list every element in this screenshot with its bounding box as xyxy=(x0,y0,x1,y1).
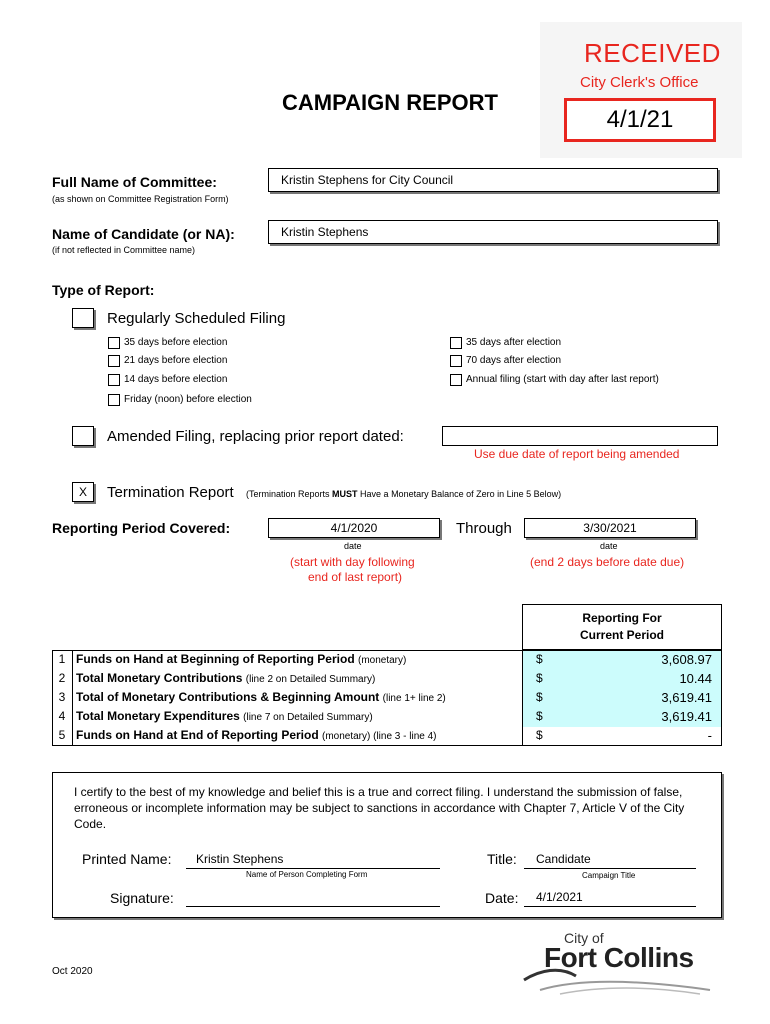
summary-row xyxy=(52,707,722,726)
period-start-hint-1: (start with day following xyxy=(290,555,415,569)
summary-row-value[interactable]: - xyxy=(707,728,712,743)
summary-row-label-wrap xyxy=(76,707,373,727)
summary-row-label-wrap xyxy=(76,669,375,689)
opt-70-after-label: 70 days after election xyxy=(466,355,562,366)
summary-row-currency: $ xyxy=(536,652,543,666)
summary-header-2: Current Period xyxy=(579,628,664,642)
summary-row-label: Funds on Hand at Beginning of Reporting Period xyxy=(76,652,355,666)
summary-row-label: Total Monetary Expenditures xyxy=(76,709,240,723)
opt-35-after-checkbox[interactable] xyxy=(450,337,462,349)
termination-checkbox[interactable]: X xyxy=(72,482,94,502)
opt-annual-checkbox[interactable] xyxy=(450,374,462,386)
title-value: Candidate xyxy=(536,852,591,866)
logo-fort-collins: Fort Collins xyxy=(544,942,694,973)
summary-row-note: (line 7 on Detailed Summary) xyxy=(243,712,373,723)
summary-row-note: (line 1+ line 2) xyxy=(382,693,446,704)
amended-filing-label: Amended Filing, replacing prior report dated: xyxy=(107,428,404,445)
stamp-office: City Clerk's Office xyxy=(580,74,699,91)
form-version: Oct 2020 xyxy=(52,966,93,977)
termination-note-post: Have a Monetary Balance of Zero in Line 5 Below) xyxy=(357,489,562,499)
termination-label: Termination Report xyxy=(107,484,234,501)
title-field[interactable] xyxy=(524,852,696,869)
period-end-value: 3/30/2021 xyxy=(583,521,637,535)
date-value: 4/1/2021 xyxy=(536,890,583,904)
committee-label: Full Name of Committee: xyxy=(52,174,217,190)
opt-70-after-checkbox[interactable] xyxy=(450,355,462,367)
summary-row xyxy=(52,650,722,669)
summary-row xyxy=(52,726,722,745)
stamp-date: 4/1/21 xyxy=(606,106,674,133)
received-stamp xyxy=(540,22,742,158)
period-start-value: 4/1/2020 xyxy=(330,521,378,535)
committee-field[interactable]: Kristin Stephens for City Council xyxy=(268,168,718,192)
summary-row-num: 1 xyxy=(58,652,66,666)
summary-row-currency: $ xyxy=(536,671,543,685)
signature-field[interactable] xyxy=(186,890,440,907)
printed-name-value: Kristin Stephens xyxy=(196,852,284,866)
period-label: Reporting Period Covered: xyxy=(52,520,231,536)
page-title: CAMPAIGN REPORT xyxy=(282,90,498,115)
summary-row-currency: $ xyxy=(536,709,543,723)
report-type-heading: Type of Report: xyxy=(52,282,155,298)
summary-row-currency: $ xyxy=(536,728,543,742)
printed-name-label: Printed Name: xyxy=(82,851,172,867)
opt-35-before-checkbox[interactable] xyxy=(108,337,120,349)
opt-14-before-label: 14 days before election xyxy=(124,374,228,385)
summary-header-box xyxy=(522,604,722,650)
title-label: Title: xyxy=(487,851,517,867)
summary-row xyxy=(52,688,722,707)
summary-row-label-wrap xyxy=(76,726,436,746)
logo-swoosh-icon xyxy=(520,966,720,996)
regular-filing-label: Regularly Scheduled Filing xyxy=(107,310,286,327)
candidate-note: (if not reflected in Committee name) xyxy=(52,245,196,255)
summary-row-value[interactable]: 3,619.41 xyxy=(661,690,712,705)
summary-row-label-wrap xyxy=(76,650,406,670)
date-label: Date: xyxy=(485,890,519,906)
summary-row-label: Total Monetary Contributions xyxy=(76,671,243,685)
summary-row-value[interactable]: 3,619.41 xyxy=(661,709,712,724)
summary-row-num: 2 xyxy=(58,671,66,685)
period-start-hint-2: end of last report) xyxy=(308,570,403,584)
opt-35-after-label: 35 days after election xyxy=(466,337,562,348)
summary-row-value[interactable]: 3,608.97 xyxy=(661,652,712,667)
fort-collins-logo xyxy=(520,928,720,998)
summary-header-1: Reporting For xyxy=(582,611,662,625)
period-start-field[interactable] xyxy=(268,518,440,538)
period-end-caption: date xyxy=(600,541,618,551)
opt-friday-checkbox[interactable] xyxy=(108,394,120,406)
logo-city-of: City of xyxy=(564,930,604,946)
amended-date-field[interactable] xyxy=(442,426,718,446)
summary-row-label: Total of Monetary Contributions & Beginning Amount xyxy=(76,690,380,704)
committee-note: (as shown on Committee Registration Form) xyxy=(52,194,229,204)
regular-filing-checkbox[interactable] xyxy=(72,308,94,328)
period-end-field[interactable] xyxy=(524,518,696,538)
title-caption: Campaign Title xyxy=(582,871,636,880)
stamp-date-box xyxy=(564,98,716,142)
period-through: Through xyxy=(456,520,512,537)
termination-note xyxy=(246,489,561,499)
date-field[interactable] xyxy=(524,890,696,907)
opt-21-before-checkbox[interactable] xyxy=(108,355,120,367)
termination-note-must: MUST xyxy=(332,489,358,499)
termination-note-pre: (Termination Reports xyxy=(246,489,333,499)
signature-label: Signature: xyxy=(110,890,174,906)
summary-row-num: 5 xyxy=(58,728,66,742)
stamp-received: RECEIVED xyxy=(584,38,721,68)
opt-14-before-checkbox[interactable] xyxy=(108,374,120,386)
summary-row-note: (monetary) (line 3 - line 4) xyxy=(322,731,437,742)
summary-row-note: (monetary) xyxy=(358,655,407,666)
summary-row xyxy=(52,669,722,688)
summary-row-note: (line 2 on Detailed Summary) xyxy=(245,674,376,685)
certify-text: I certify to the best of my knowledge and belief this is a true and correct filing. I understand the submission of false, erroneous or incomplete information may be subject to sanctions in accordance with Chapter 7, Article V of the City Code. xyxy=(74,785,685,831)
opt-35-before-label: 35 days before election xyxy=(124,337,228,348)
summary-row-num: 4 xyxy=(58,709,66,723)
summary-row-label: Funds on Hand at End of Reporting Period xyxy=(76,728,319,742)
candidate-field[interactable]: Kristin Stephens xyxy=(268,220,718,244)
opt-annual-label: Annual filing (start with day after last report) xyxy=(466,374,659,385)
printed-name-caption: Name of Person Completing Form xyxy=(246,870,368,879)
summary-row-label-wrap xyxy=(76,688,446,708)
printed-name-field[interactable] xyxy=(186,852,440,869)
period-end-hint: (end 2 days before date due) xyxy=(530,555,685,569)
summary-row-num: 3 xyxy=(58,690,66,704)
amended-hint: Use due date of report being amended xyxy=(474,447,680,461)
summary-row-value[interactable]: 10.44 xyxy=(679,671,712,686)
period-start-caption: date xyxy=(344,541,362,551)
summary-row-currency: $ xyxy=(536,690,543,704)
candidate-label: Name of Candidate (or NA): xyxy=(52,226,235,242)
opt-friday-label: Friday (noon) before election xyxy=(124,394,252,405)
amended-filing-checkbox[interactable] xyxy=(72,426,94,446)
opt-21-before-label: 21 days before election xyxy=(124,355,228,366)
